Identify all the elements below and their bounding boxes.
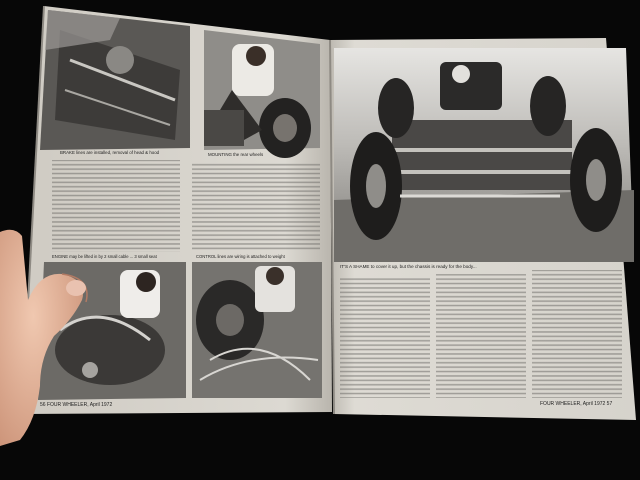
caption-chassis: IT'S A SHAME to cover it up, but the chassis is ready for the body... (340, 264, 477, 269)
caption-rear-wheels: MOUNTING the rear wheels (208, 152, 264, 157)
right-page-body-text (340, 270, 622, 398)
photo-rear-wheels (204, 30, 320, 158)
photo-chassis (334, 48, 634, 262)
photo-wiring (192, 262, 322, 398)
left-page (22, 6, 332, 414)
caption-engine: ENGINE may be lifted in by 2 small cable ... 3 small seat (52, 254, 157, 259)
caption-wiring: CONTROL lines are wiring is attached to weight (196, 254, 285, 259)
photo-brake-lines (40, 10, 190, 150)
footer-left: 56 FOUR WHEELER, April 1972 (40, 402, 113, 408)
footer-right: FOUR WHEELER, April 1972 57 (540, 401, 613, 407)
right-page (330, 38, 636, 420)
caption-brake-lines: BRAKE lines are installed, removal of head & hood (60, 150, 160, 155)
